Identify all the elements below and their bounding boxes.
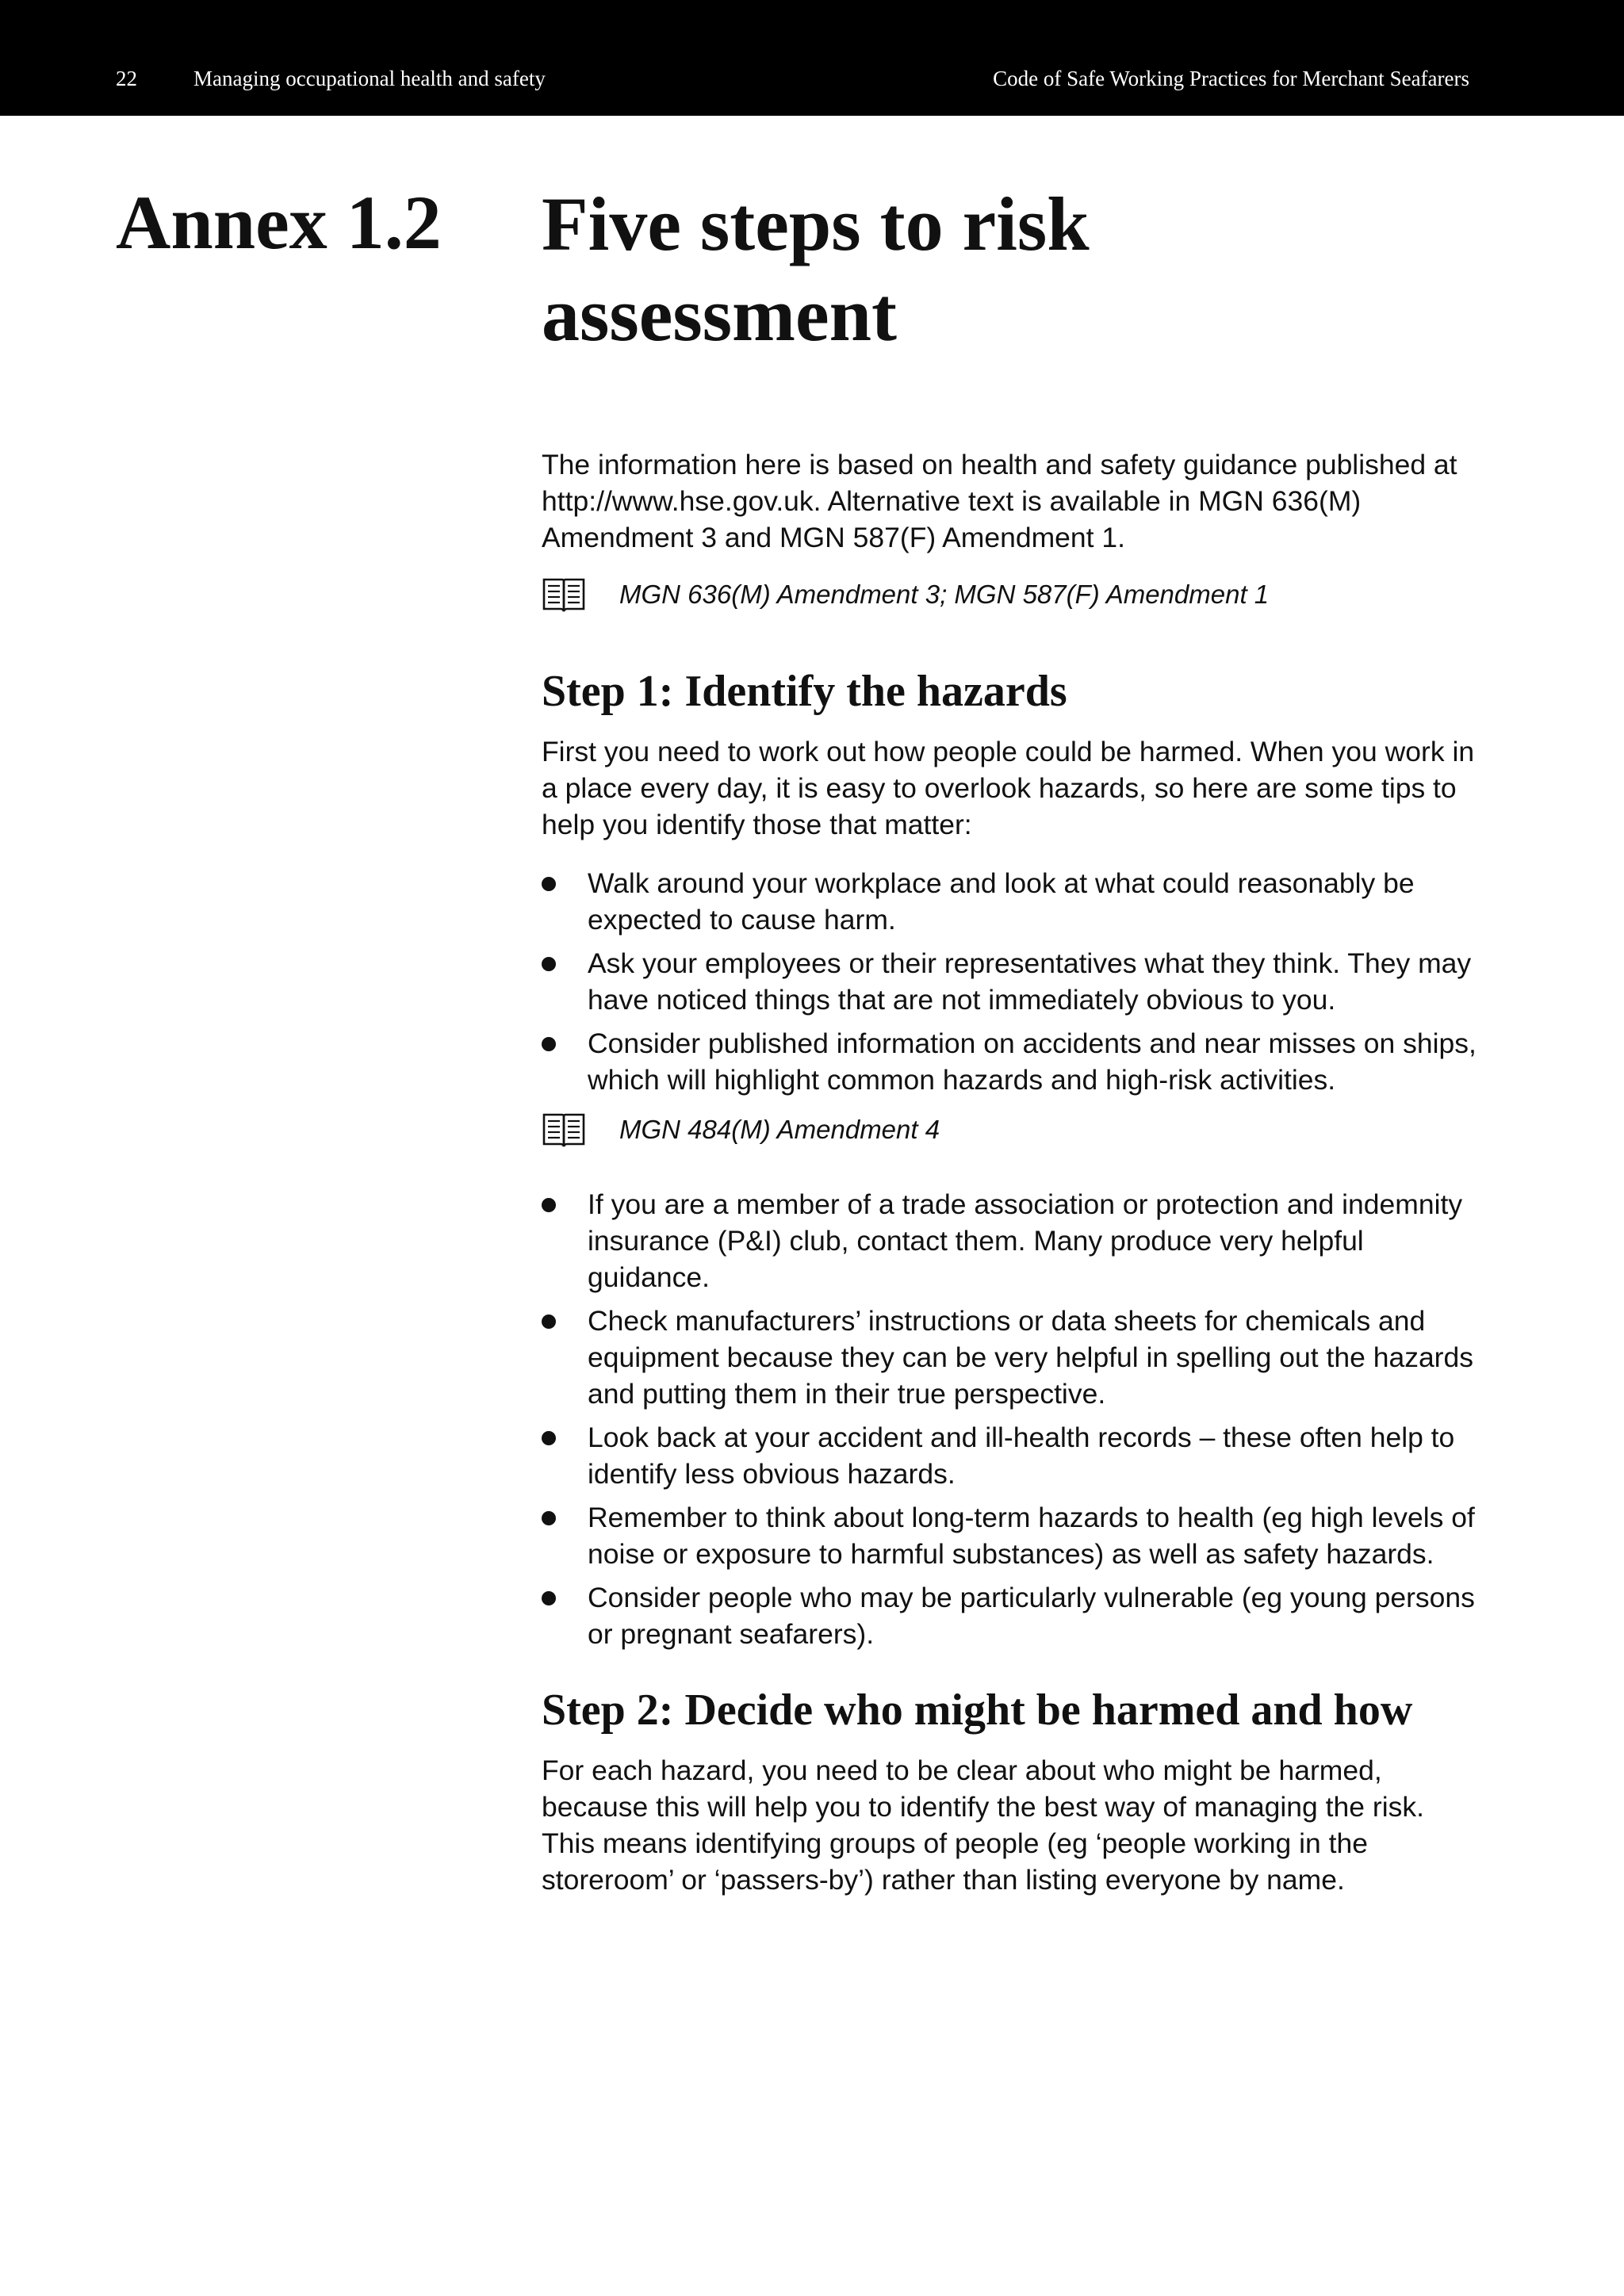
step-1-paragraph: First you need to work out how people could be harmed. When you work in a place every day, it is easy to overlook hazards, so here are some tips to help you identify those that matter: (542, 736, 1475, 840)
publication-title: Code of Safe Working Practices for Merchant Seafarers (993, 67, 1469, 90)
list-item (542, 1499, 1477, 1572)
list-item-text: Consider people who may be particularly vulnerable (eg young persons or pregnant seafarers). (588, 1582, 1475, 1650)
book-icon (542, 577, 586, 614)
bullet-icon (542, 1314, 556, 1329)
list-item (542, 1419, 1477, 1492)
bullet-icon (542, 1591, 556, 1605)
bullet-icon (542, 877, 556, 891)
page-title-line-2: assessment (542, 272, 897, 357)
page-title-line-1: Five steps to risk (542, 182, 1090, 266)
list-item-text: Check manufacturers’ instructions or data sheets for chemicals and equipment because they can be very helpful in spelling out the hazards and putting them in their true perspective. (588, 1305, 1474, 1410)
list-item (542, 945, 1477, 1018)
list-item-text: Ask your employees or their representatives what they think. They may have noticed things that are not immediately obvious to you. (588, 947, 1472, 1016)
list-item-text: Look back at your accident and ill-health records – these often help to identify less obvious hazards. (588, 1422, 1455, 1490)
list-item (542, 1025, 1477, 1098)
reference-note (542, 575, 1477, 614)
annex-label: Annex 1.2 (116, 180, 442, 265)
page-title (542, 179, 1414, 360)
step-1-tips-list (542, 865, 1477, 1098)
reference-text: MGN 484(M) Amendment 4 (619, 1115, 940, 1144)
page-number: 22 (116, 67, 137, 90)
list-item (542, 865, 1477, 938)
section-title: Managing occupational health and safety (193, 67, 546, 90)
list-item-text: If you are a member of a trade association or protection and indemnity insurance (P&I) club, contact them. Many produce very helpful guidance. (588, 1188, 1463, 1293)
bullet-icon (542, 1431, 556, 1445)
list-item (542, 1579, 1477, 1652)
bullet-icon (542, 1511, 556, 1525)
bullet-icon (542, 1198, 556, 1212)
list-item-text: Consider published information on accidents and near misses on ships, which will highlight common hazards and high-risk activities. (588, 1027, 1477, 1096)
bullet-icon (542, 957, 556, 971)
book-icon (542, 1112, 586, 1149)
step-2-heading: Step 2: Decide who might be harmed and how (542, 1686, 1413, 1735)
reference-text: MGN 636(M) Amendment 3; MGN 587(F) Amendment 1 (619, 580, 1270, 609)
list-item (542, 1303, 1477, 1412)
list-item-text: Walk around your workplace and look at what could reasonably be expected to cause harm. (588, 867, 1415, 936)
page-header (0, 0, 1624, 116)
step-1-heading: Step 1: Identify the hazards (542, 667, 1067, 716)
intro-paragraph: The information here is based on health and safety guidance published at http://www.hse.gov.uk. Alternative text is available in MGN 636(M) Amendment 3 and MGN 587(F) Amendment 1. (542, 449, 1457, 553)
bullet-icon (542, 1037, 556, 1051)
reference-note (542, 1110, 1477, 1150)
step-2-paragraph: For each hazard, you need to be clear about who might be harmed, because this will help you to identify the best way of managing the risk. This means identifying groups of people (eg ‘people working in the storeroom’ or ‘passers-by’) rather than listing everyone by name. (542, 1755, 1424, 1896)
main-content (542, 446, 1477, 1898)
step-1-tips-list-continued (542, 1186, 1477, 1652)
list-item-text: Remember to think about long-term hazards to health (eg high levels of noise or exposure to harmful substances) as well as safety hazards. (588, 1502, 1475, 1570)
list-item (542, 1186, 1477, 1295)
